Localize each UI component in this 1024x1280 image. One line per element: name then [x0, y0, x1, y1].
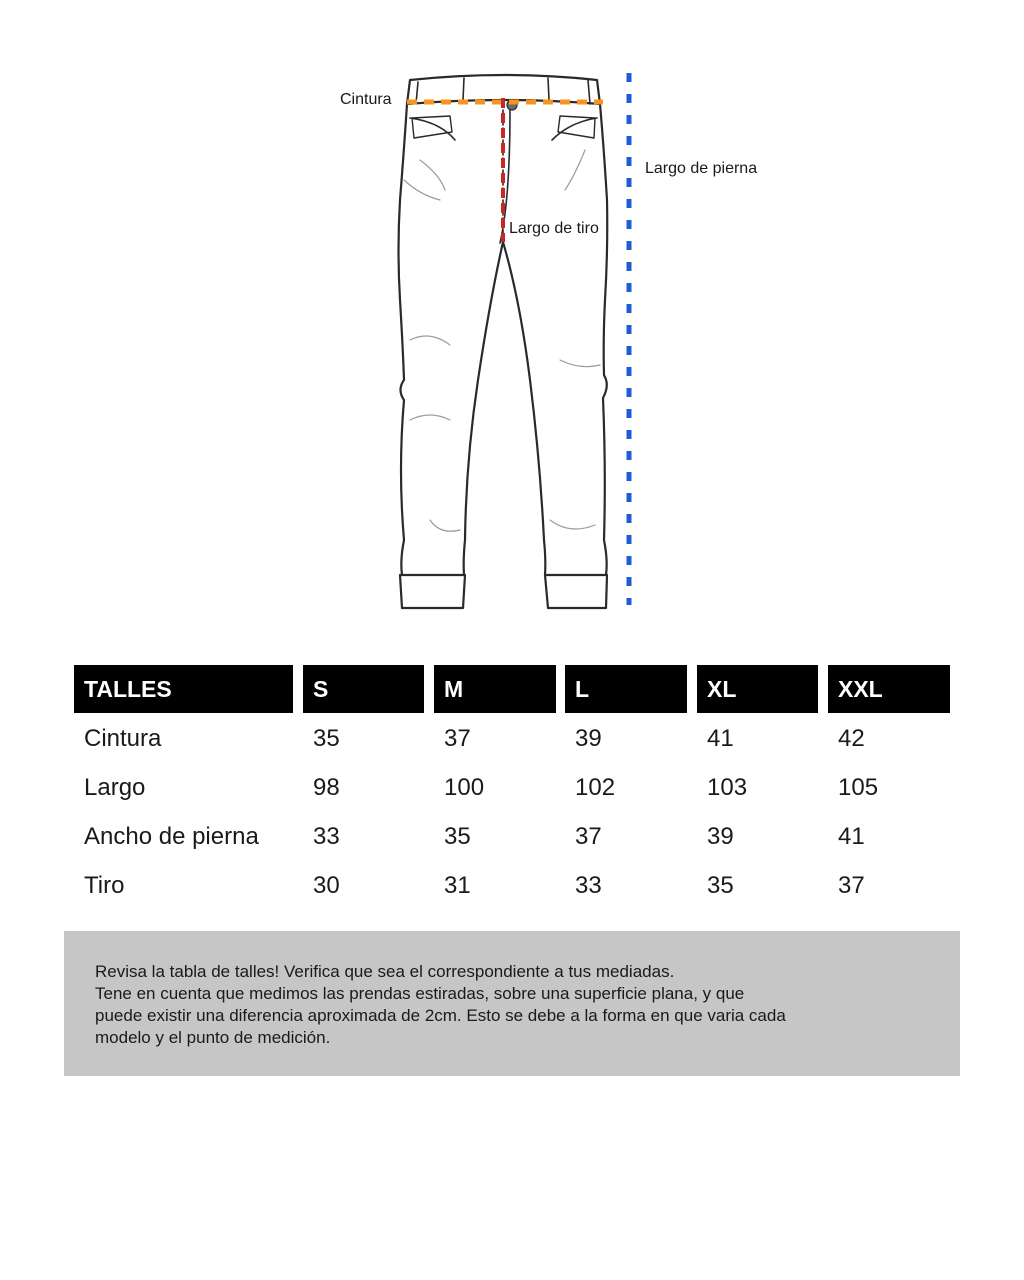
- table-row: [74, 714, 950, 763]
- cell-value: 37: [444, 725, 471, 752]
- cell-value: 37: [838, 872, 865, 899]
- cell-value: 42: [838, 725, 865, 752]
- row-label: Cintura: [84, 725, 162, 752]
- note-line: puede existir una diferencia aproximada de 2cm. Esto se debe a la forma en que varia cada: [95, 1006, 786, 1025]
- header-size-xxl: XXL: [828, 665, 950, 713]
- header-size-s: S: [303, 665, 424, 713]
- cell-value: 100: [444, 774, 485, 801]
- size-note-box: [64, 931, 960, 1076]
- table-row: [74, 812, 950, 861]
- row-label: Tiro: [84, 872, 125, 899]
- header-size-m: M: [434, 665, 556, 713]
- cell-value: 102: [575, 774, 616, 801]
- largo-tiro-label: Largo de tiro: [509, 220, 599, 237]
- cell-value: 105: [838, 774, 879, 801]
- jeans-illustration: [399, 75, 608, 608]
- cintura-label: Cintura: [340, 91, 392, 108]
- note-line: Revisa la tabla de talles! Verifica que sea el correspondiente a tus mediadas.: [95, 962, 675, 981]
- table-row: [74, 763, 950, 812]
- cell-value: 39: [575, 725, 602, 752]
- note-line: Tene en cuenta que medimos las prendas estiradas, sobre una superficie plana, y que: [95, 984, 745, 1003]
- cell-value: 98: [313, 774, 340, 801]
- size-table-header: [74, 665, 950, 713]
- note-line: modelo y el punto de medición.: [95, 1028, 331, 1047]
- cell-value: 41: [707, 725, 734, 752]
- cell-value: 33: [313, 823, 340, 850]
- cell-value: 41: [838, 823, 865, 850]
- cell-value: 35: [444, 823, 471, 850]
- largo-pierna-label: Largo de pierna: [645, 160, 758, 177]
- header-size-l: L: [565, 665, 687, 713]
- row-label: Largo: [84, 774, 146, 801]
- cell-value: 39: [707, 823, 734, 850]
- cell-value: 103: [707, 774, 748, 801]
- cell-value: 31: [444, 872, 471, 899]
- table-row: [74, 861, 950, 910]
- row-label: Ancho de pierna: [84, 823, 259, 850]
- cell-value: 35: [313, 725, 340, 752]
- cell-value: 30: [313, 872, 340, 899]
- cell-value: 35: [707, 872, 734, 899]
- header-size-xl: XL: [697, 665, 818, 713]
- cell-value: 37: [575, 823, 602, 850]
- header-talles: TALLES: [74, 665, 293, 713]
- cell-value: 33: [575, 872, 602, 899]
